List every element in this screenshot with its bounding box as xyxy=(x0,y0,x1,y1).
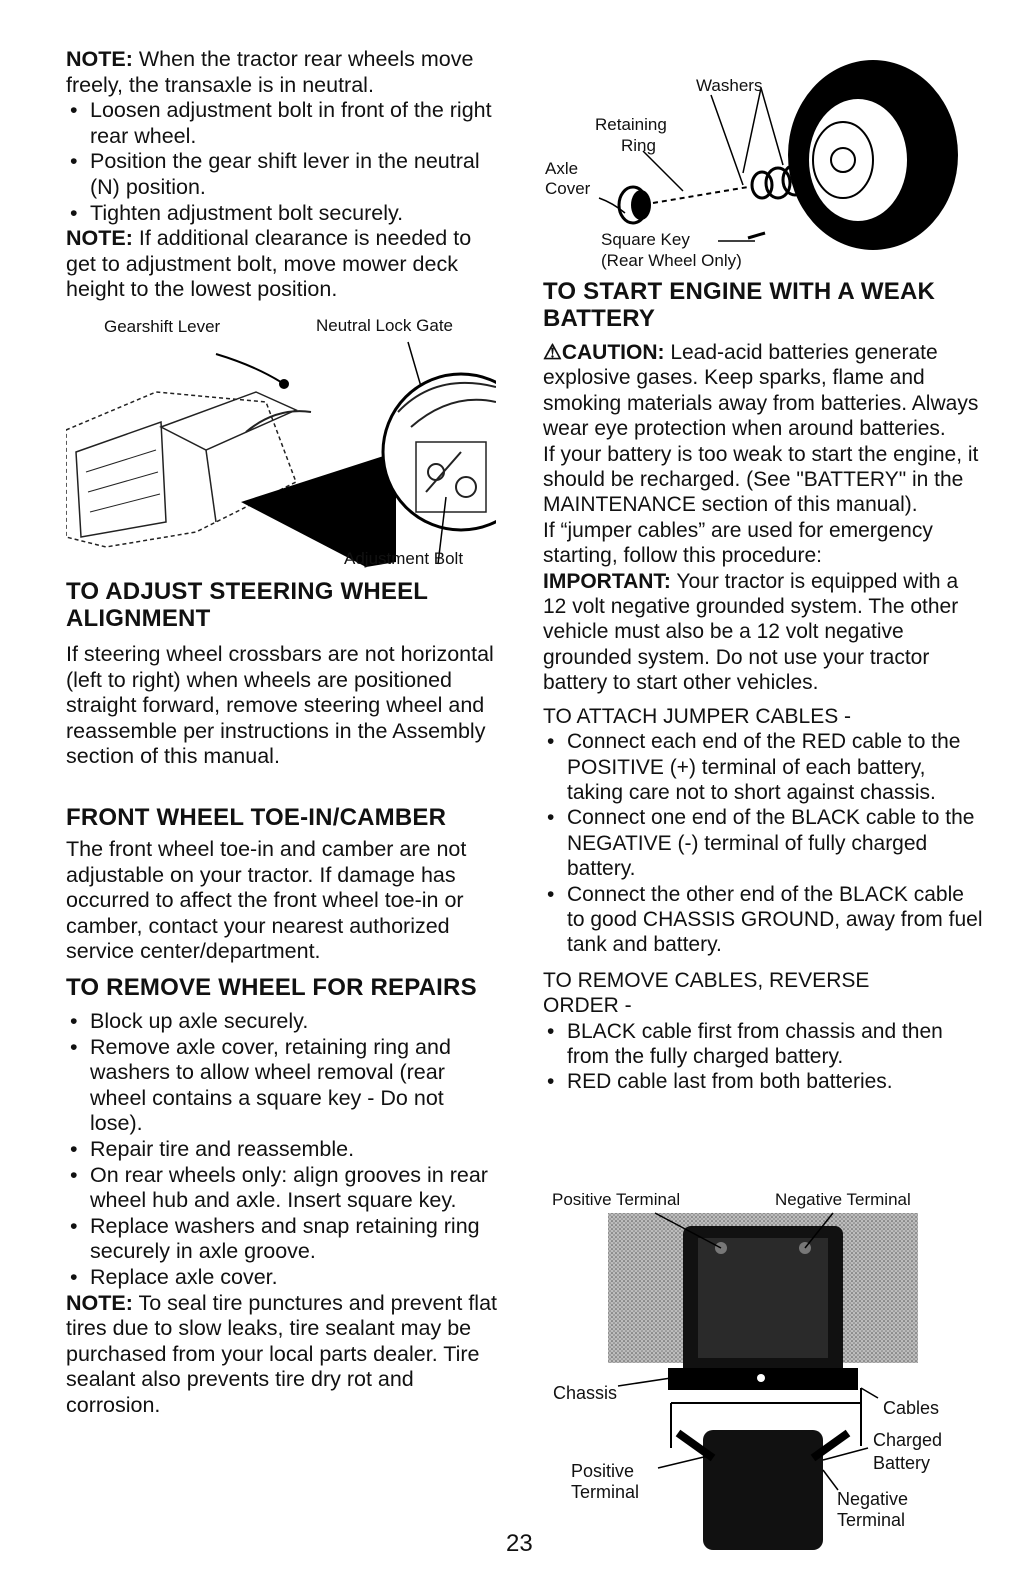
wheel-figure xyxy=(543,55,983,277)
label-line: Retaining xyxy=(595,115,667,134)
gearshift-figure xyxy=(66,312,496,574)
figure-label-charged-battery xyxy=(873,1429,942,1475)
list-item: • Connect each end of the RED cable to the POSITIVE (+) terminal of each battery, taking care not to short against chassis. xyxy=(543,729,983,805)
note-label: NOTE: xyxy=(66,226,133,251)
figure-label-gate: Neutral Lock Gate xyxy=(316,316,454,335)
important-label: IMPORTANT: xyxy=(543,569,671,593)
note-text: To seal tire punctures and prevent flat tires due to slow leaks, tire sealant may be purchased from your local parts dealer. Tire sealant also prevents tire dry rot and corrosion. xyxy=(66,1290,498,1417)
figure-label-positive-terminal-top: Positive Terminal xyxy=(552,1190,681,1209)
label-line: Battery xyxy=(873,1453,931,1473)
figure-label-negative-terminal-top: Negative Terminal xyxy=(775,1190,911,1209)
caution-icon: ⚠ xyxy=(543,341,562,364)
list-item: • Tighten adjustment bolt securely. xyxy=(66,201,496,227)
label-line: Negative xyxy=(837,1489,909,1509)
note-label: NOTE: xyxy=(66,1290,133,1315)
battery-para-jumper: If “jumper cables” are used for emergency starting, follow this procedure: xyxy=(543,518,933,568)
remove-wheel-list xyxy=(66,1009,498,1291)
remove-cables-list xyxy=(543,1019,983,1095)
section-text: The front wheel toe-in and camber are not adjustable on your tractor. If damage has occurred to affect the front wheel toe-in or camber, contact your nearest authorized service center/department. xyxy=(66,837,467,964)
label-line: Axle xyxy=(545,159,579,178)
figure-label-gearshift: Gearshift Lever xyxy=(104,317,221,336)
label-line: Cover xyxy=(545,179,591,198)
list-item: • Loosen adjustment bolt in front of the right rear wheel. xyxy=(66,98,496,149)
caution-label: CAUTION: xyxy=(561,341,665,364)
list-item: • Connect one end of the BLACK cable to the NEGATIVE (-) terminal of fully charged battery. xyxy=(543,805,983,881)
remove-cables-heading: TO REMOVE CABLES, REVERSE ORDER - xyxy=(543,968,870,1018)
list-item: • Connect the other end of the BLACK cable to good CHASSIS GROUND, away from fuel tank and battery. xyxy=(543,882,983,958)
list-item: • Replace washers and snap retaining ring securely in axle groove. xyxy=(66,1214,498,1265)
steering-section xyxy=(66,578,496,770)
battery-section xyxy=(543,278,983,1095)
figure-label-chassis: Chassis xyxy=(553,1383,618,1403)
list-item: • Replace axle cover. xyxy=(66,1265,498,1291)
gearshift-drawing xyxy=(66,332,496,572)
label-line: Positive xyxy=(571,1461,635,1481)
list-item: • Remove axle cover, retaining ring and washers to allow wheel removal (rear wheel contains a square key - Do not lose). xyxy=(66,1035,498,1137)
label-line: Terminal xyxy=(571,1482,640,1502)
figure-label-square-key: Square Key xyxy=(601,230,690,249)
note-text: If additional clearance is needed to get to adjustment bolt, move mower deck height to the lowest position. xyxy=(66,226,472,302)
list-item: • Repair tire and reassemble. xyxy=(66,1137,498,1163)
figure-label-rear-wheel: (Rear Wheel Only) xyxy=(601,251,742,270)
note-text: When the tractor rear wheels move freely, the transaxle is in neutral. xyxy=(66,47,474,97)
important-text: Your tractor is equipped with a 12 volt negative grounded system. The other vehicle must also be a 12 volt negative grounded system. Do not use your tractor battery to start other vehicles. xyxy=(543,569,959,695)
section-text: If steering wheel crossbars are not horizontal (left to right) when wheels are positioned straight forward, remove steering wheel and reassemble per instructions in the Assembly section of this manual. xyxy=(66,642,494,769)
jumper-cable-figure xyxy=(543,1188,983,1563)
list-item: • On rear wheels only: align grooves in rear wheel hub and axle. Insert square key. xyxy=(66,1163,498,1214)
caution-text: Lead-acid batteries generate explosive gases. Keep sparks, flame and smoking materials away from batteries. Always wear eye protection when around batteries. xyxy=(543,341,979,441)
attach-heading: TO ATTACH JUMPER CABLES - xyxy=(543,704,852,728)
section-heading: TO START ENGINE WITH A WEAK BATTERY xyxy=(543,278,936,332)
figure-label-retaining-ring xyxy=(595,114,667,156)
figure-label-negative-terminal-bottom xyxy=(837,1489,908,1531)
section-heading: FRONT WHEEL TOE-IN/CAMBER xyxy=(66,804,447,831)
list-item: • RED cable last from both batteries. xyxy=(543,1069,983,1094)
list-item: • BLACK cable first from chassis and then from the fully charged battery. xyxy=(543,1019,983,1070)
battery-para-recharge: If your battery is too weak to start the engine, it should be recharged. (See "BATTERY" in the MAINTENANCE section of this manual). xyxy=(543,442,979,517)
section-heading: TO REMOVE WHEEL FOR REPAIRS xyxy=(66,974,477,1001)
figure-label-bolt: Adjustment Bolt xyxy=(344,549,464,568)
figure-label-cables: Cables xyxy=(883,1398,940,1418)
figure-label-washers: Washers xyxy=(696,76,763,95)
attach-cables-list xyxy=(543,729,983,958)
neutral-steps-list xyxy=(66,98,496,226)
figure-label-positive-terminal-bottom xyxy=(571,1461,639,1503)
note-label: NOTE: xyxy=(66,47,133,71)
list-item: • Position the gear shift lever in the neutral (N) position. xyxy=(66,149,496,200)
list-item: • Block up axle securely. xyxy=(66,1009,498,1035)
section-heading: TO ADJUST STEERING WHEEL ALIGNMENT xyxy=(66,578,428,632)
remove-wheel-section xyxy=(66,974,498,1419)
note-neutral xyxy=(66,47,496,303)
toein-section xyxy=(66,804,496,965)
label-line: Ring xyxy=(621,136,656,155)
label-line: Terminal xyxy=(837,1510,906,1530)
figure-label-axle-cover xyxy=(545,159,590,199)
page-number: 23 xyxy=(506,1530,533,1557)
label-line: Charged xyxy=(873,1430,943,1450)
